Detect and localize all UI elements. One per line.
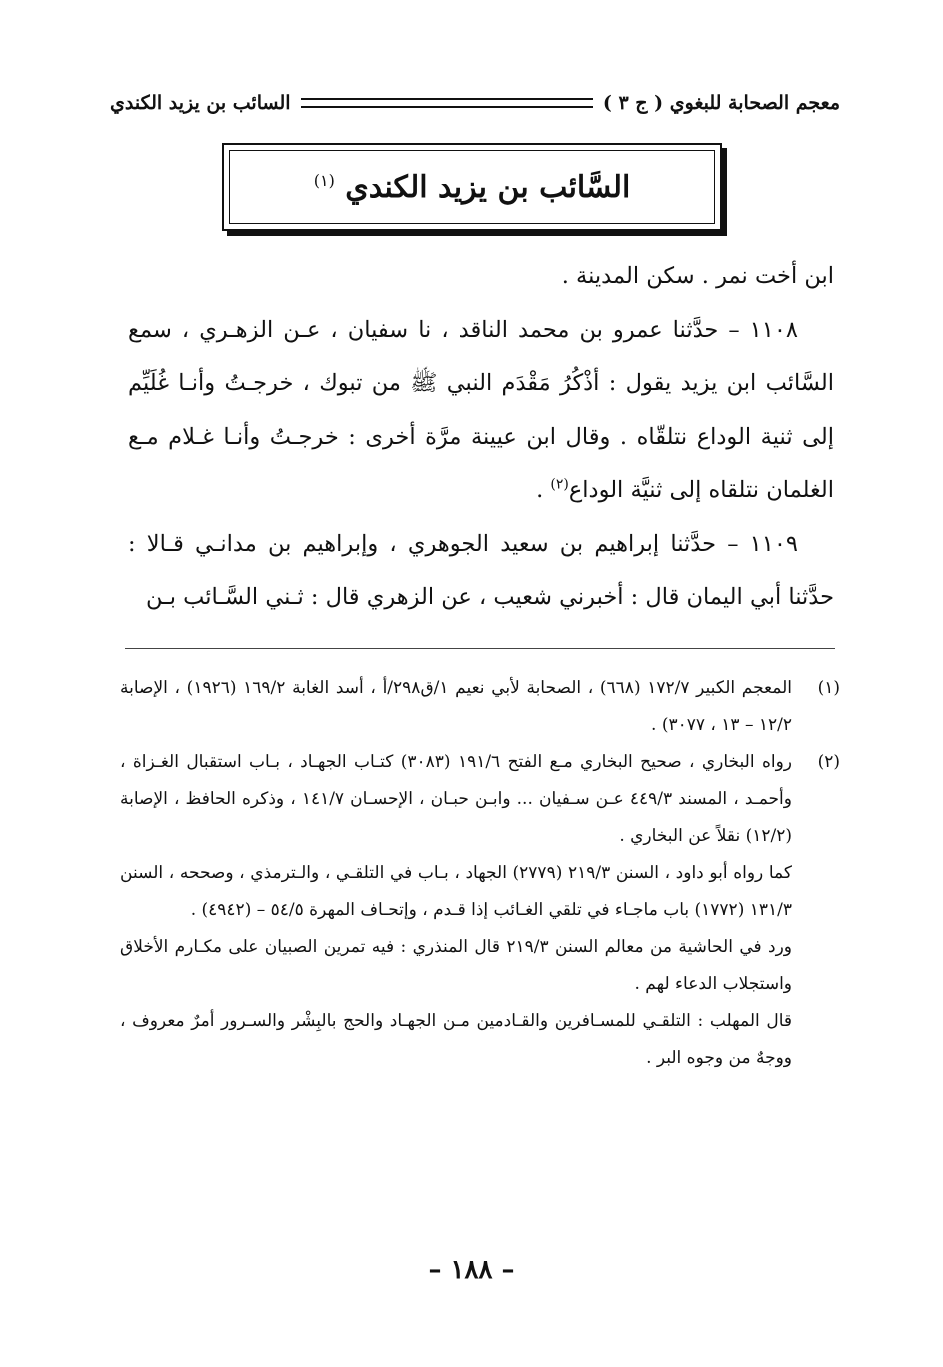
hadith-1108-end: . (536, 477, 551, 503)
footnote-paragraph: المعجم الكبير ١٧٢/٧ (٦٦٨) ، الصحابة لأبي نعيم ١/ق٢٩٨/أ ، أسد الغابة ١٦٩/٢ (١٩٢٦) ، الإصابة ١٢/٢ – ١٣ ، ٣٠٧٧) . (120, 678, 792, 735)
page-number: – ١٨٨ – (428, 1255, 515, 1285)
body-text (128, 250, 834, 625)
footnote-body (120, 670, 792, 744)
footnote-number: (٢) (817, 752, 840, 772)
footnotes (120, 670, 840, 1077)
footnote-1 (120, 670, 840, 744)
footnote-2 (120, 744, 840, 855)
footnote-2-continuation: كما رواه أبو داود ، السنن ٢١٩/٣ (٢٧٧٩) الجهاد ، بـاب في التلقـي ، والـترمذي ، وصححه ، السنن ١٣١/٣ (١٧٧٢) باب ماجـاء في تلقي الغـائب إذا قـدم ، وإتحـاف المهرة ٥٤/٥ – (٤٩٤٢) . (120, 863, 792, 920)
footnote-body (120, 744, 792, 855)
footnote-paragraph: رواه البخاري ، صحيح البخاري مـع الفتح ١٩١/٦ (٣٠٨٣) كتـاب الجهـاد ، بـاب استقبال الغـزاة ، وأحمـد ، المسند ٤٤٩/٣ عـن سـفيان ... وابـن حبـان ، الإحسـان ١٤١/٧ ، وذكره الحافظ ، الإصابة (١٢/٢) نقلاً عن البخاري . (120, 752, 792, 846)
entry-title (314, 170, 631, 205)
hadith-1108-footnote-ref: (٢) (550, 476, 569, 493)
hadith-1109-paragraph: ١١٠٩ – حدَّثنا إبراهيم بن سعيد الجوهري ، وإبراهيم بن مدانـي قـالا : حدَّثنا أبي اليمان قال : أخبرني شعيب ، عن الزهري قال : ثـني السَّـائب بـن (128, 530, 834, 610)
footnote-2-continuation: قال المهلب : التلقـي للمسـافرين والقـادمين مـن الجهـاد والحج بالبِشْر والسـرور أمرٌ معروف ، ووجهٌ من وجوه البر . (120, 1011, 792, 1068)
running-header-book-title: معجم الصحابة للبغوي ( ج ٣ ) (602, 92, 840, 114)
running-header-chapter-title: السائب بن يزيد الكندي (110, 92, 291, 114)
footnote-separator (125, 648, 835, 649)
intro-paragraph: ابن أخت نمر . سكن المدينة . (561, 263, 834, 289)
footnote-number: (١) (817, 678, 840, 698)
entry-title-box (222, 143, 722, 231)
footnote-2-continuation: ورد في الحاشية من معالم السنن ٢١٩/٣ قال المنذري : فيه تمرين الصبيان على مكـارم الأخلاق واستجلاب الدعاء لهم . (120, 937, 792, 994)
entry-title-footnote-ref: (١) (313, 170, 335, 190)
entry-title-text: السَّائب بن يزيد الكندي (345, 169, 631, 205)
hadith-1108-text: ١١٠٨ – حدَّثنا عمرو بن محمد الناقد ، نا سفيان ، عـن الزهـري ، سمع السَّائب ابن يزيد يقول : أذْكُرُ مَقْدَم النبي ﷺ من تبوك ، خرجـتُ وأنـا غُلَيِّم إلى ثنية الوداع نتلقّاه . وقال ابن عيينة مرَّة أخرى : خرجـتُ وأنـا غـلام مـع الغلمان نتلقاه إلى ثنيَّة الوداع (128, 316, 834, 503)
running-header (110, 88, 840, 118)
header-rule (301, 98, 593, 108)
hadith-1108-paragraph (128, 304, 834, 518)
